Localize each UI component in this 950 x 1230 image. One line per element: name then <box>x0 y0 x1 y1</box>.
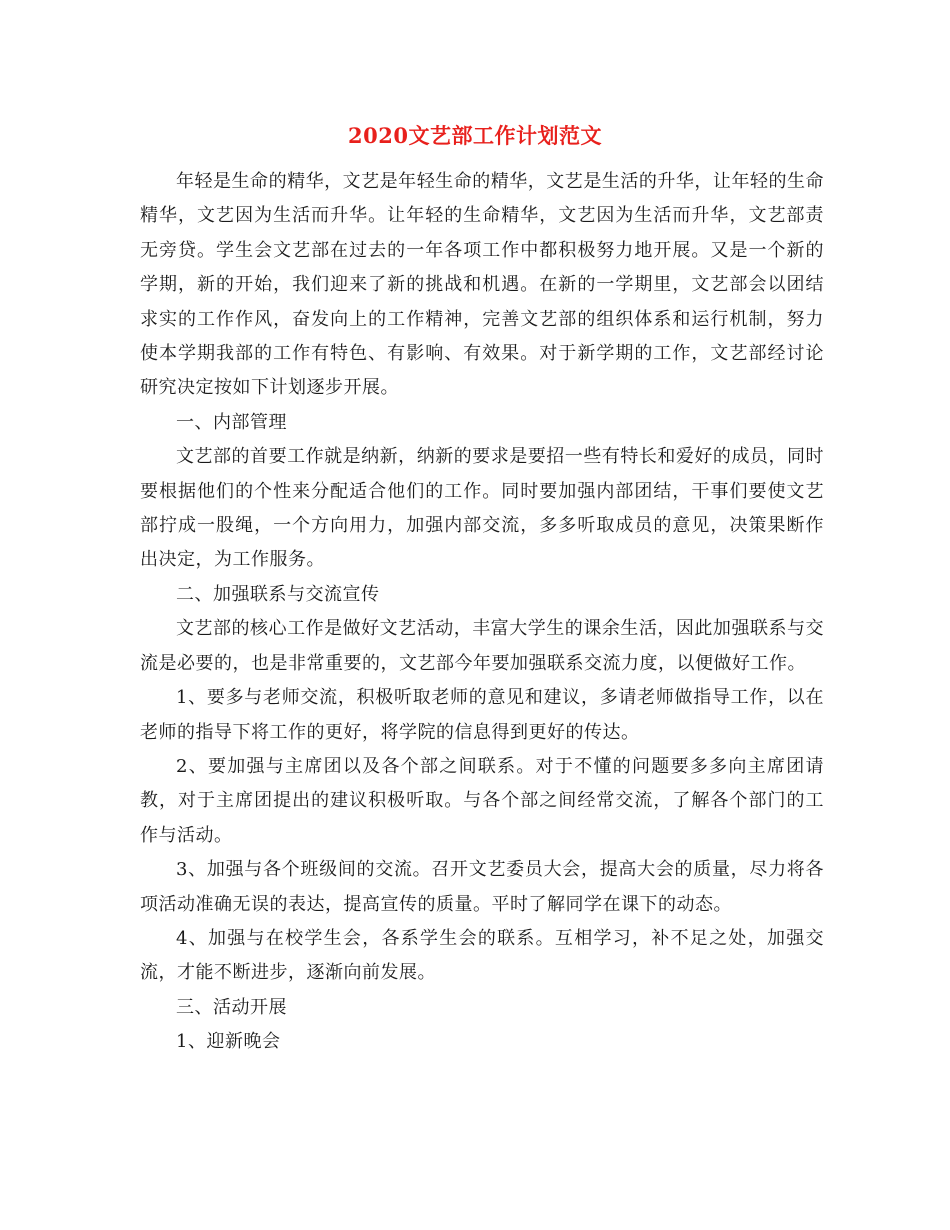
internal-management-paragraph: 文艺部的首要工作就是纳新，纳新的要求是要招一些有特长和爱好的成员，同时要根据他们的个性来分配适合他们的工作。同时要加强内部团结，干事们要使文艺部拧成一股绳，一个方向用力，加强内部交流，多多听取成员的意见，决策果断作出决定，为工作服务。 <box>140 446 824 571</box>
communication-item-4: 4、加强与在校学生会，各系学生会的联系。互相学习，补不足之处，加强交流，才能不断进步，逐渐向前发展。 <box>140 927 824 984</box>
communication-item-2: 2、要加强与主席团以及各个部之间联系。对于不懂的问题要多多向主席团请教，对于主席团提出的建议积极听取。与各个部之间经常交流，了解各个部门的工作与活动。 <box>140 755 824 846</box>
section-heading-internal-management: 一、内部管理 <box>176 411 287 433</box>
communication-paragraph: 文艺部的核心工作是做好文艺活动，丰富大学生的课余生活，因此加强联系与交流是必要的，也是非常重要的，文艺部今年要加强联系交流力度，以便做好工作。 <box>140 618 824 674</box>
intro-paragraph: 年轻是生命的精华，文艺是年轻生命的精华，文艺是生活的升华，让年轻的生命精华，文艺因为生活而升华。让年轻的生命精华，文艺因为生活而升华，文艺部责无旁贷。学生会文艺部在过去的一年各项工作中都积极努力地开展。又是一个新的学期，新的开始，我们迎来了新的挑战和机遇。在新的一学期里，文艺部会以团结求实的工作作风，奋发向上的工作精神，完善文艺部的组织体系和运行机制，努力使本学期我部的工作有特色、有影响、有效果。对于新学期的工作，文艺部经讨论研究决定按如下计划逐步开展。 <box>140 171 824 399</box>
document-body <box>140 165 824 1060</box>
section-heading-communication: 二、加强联系与交流宣传 <box>176 583 380 605</box>
document-title: 2020文艺部工作计划范文 <box>348 123 602 148</box>
section-heading-activities: 三、活动开展 <box>176 996 287 1018</box>
communication-item-3: 3、加强与各个班级间的交流。召开文艺委员大会，提高大会的质量，尽力将各项活动准确无误的表达，提高宣传的质量。平时了解同学在课下的动态。 <box>140 859 824 915</box>
communication-item-1: 1、要多与老师交流，积极听取老师的意见和建议，多请老师做指导工作，以在老师的指导下将工作的更好，将学院的信息得到更好的传达。 <box>140 687 824 743</box>
activity-item-1: 1、迎新晚会 <box>176 1031 281 1053</box>
